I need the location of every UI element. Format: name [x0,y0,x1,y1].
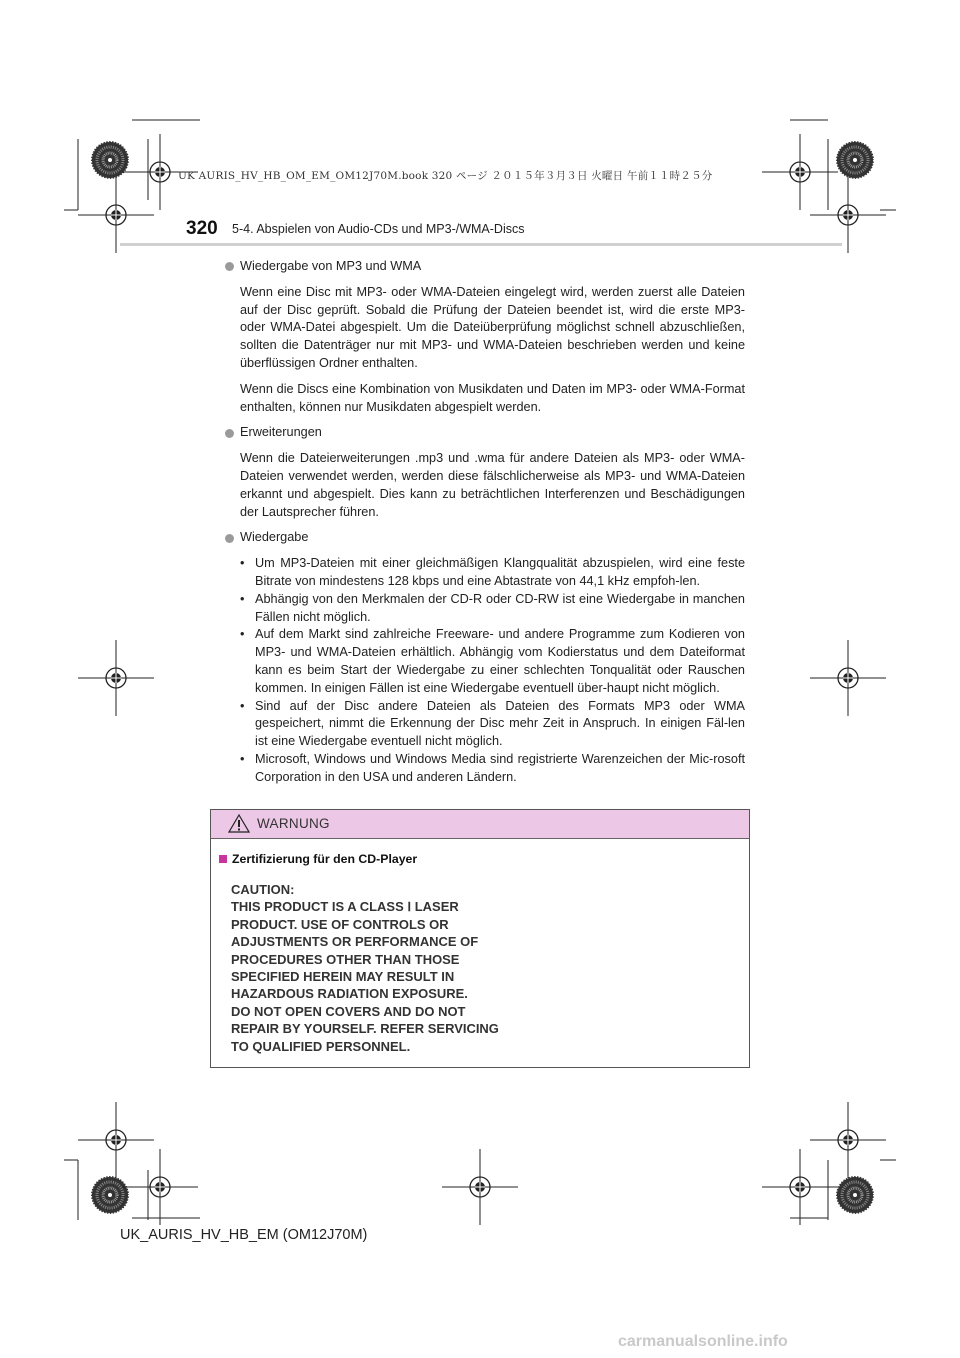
list-bullet: • [240,751,245,766]
caution-line: THIS PRODUCT IS A CLASS Ⅰ LASER [231,900,459,915]
list-bullet: • [240,591,245,606]
page-number: 320 [186,218,218,239]
watermark: carmanualsonline.info [618,1333,788,1350]
list-item-text: Um MP3-Dateien mit einer gleichmäßigen Klangqualität abzuspielen, wird eine feste Bitrate von mindestens 128 kbps und eine Abtastrate von 44,1 kHz empfoh-len. [255,556,745,588]
list-item-text: Sind auf der Disc andere Dateien als Dateien des Formats MP3 oder WMA gespeichert, nimmt die Erkennung der Disc mehr Zeit in Anspruch. In einigen Fäl-len ist eine Wiedergabe eventuell nicht möglich. [255,698,745,749]
warning-subheading-text: Zertifizierung für den CD-Player [232,852,418,866]
main-content [225,258,745,793]
list-item [240,591,745,627]
paragraph: Wenn die Discs eine Kombination von Musikdaten und Daten im MP3- oder WMA-Format enthalten, können nur Musikdaten abgespielt werden. [240,381,745,414]
list-item [240,751,745,787]
print-info: UK AURIS_HV_HB_OM_EM_OM12J70M.book 320 ページ ２０１５年３月３日 火曜日 午前１１時２５分 [178,170,713,182]
document-code: UK_AURIS_HV_HB_EM (OM12J70M) [120,1227,368,1243]
caution-label-image [231,882,499,1056]
warning-label: WARNUNG [257,816,330,831]
list-item-text: Abhängig von den Merkmalen der CD-R oder CD-RW ist eine Wiedergabe in manchen Fällen nicht möglich. [255,591,745,624]
list-item [240,555,745,591]
playback-list [240,555,745,786]
bullet-dot-icon [225,429,234,438]
caution-line: TO QUALIFIED PERSONNEL. [231,1039,411,1054]
list-item [240,698,745,751]
square-bullet-icon [219,855,227,863]
warning-triangle-icon [228,814,250,833]
caution-line: SPECIFIED HEREIN MAY RESULT IN [231,970,455,985]
section-heading-text: Wiedergabe von MP3 und WMA [240,259,422,273]
caution-line: ADJUSTMENTS OR PERFORMANCE OF [231,935,479,950]
section-heading-playback [225,529,745,547]
caution-line: PRODUCT. USE OF CONTROLS OR [231,917,449,932]
list-item-text: Microsoft, Windows und Windows Media sind registrierte Warenzeichen der Mic-rosoft Corporation in den USA und anderen Ländern. [255,751,745,784]
caution-line: DO NOT OPEN COVERS AND DO NOT [231,1004,466,1019]
warning-subheading [219,852,417,866]
section-heading-text: Erweiterungen [240,425,322,440]
header-rule [120,243,842,246]
list-bullet: • [240,698,245,713]
caution-line: PROCEDURES OTHER THAN THOSE [231,952,460,967]
paragraph: Wenn eine Disc mit MP3- oder WMA-Dateien eingelegt wird, werden zuerst alle Dateien auf der Disc geprüft. Sobald die Prüfung der Dateien beendet ist, wird die erste MP3- oder WMA-Datei abgespielt. Um die Dateiüberprüfung möglichst schnell abzuschließen, sollten die Datenträger nur mit MP3- und WMA-Dateien beschrieben werden und keine überflüssigen Ordner enthalten. [240,284,745,370]
section-title: 5-4. Abspielen von Audio-CDs und MP3-/WMA-Discs [232,222,525,236]
bullet-dot-icon [225,262,234,271]
list-bullet: • [240,556,245,571]
bullet-dot-icon [225,534,234,543]
section-heading-text: Wiedergabe [240,530,309,545]
caution-line: CAUTION: [231,883,295,897]
section-heading-extensions [225,424,745,442]
caution-line: REPAIR BY YOURSELF. REFER SERVICING [231,1022,499,1037]
warning-box [210,809,750,1068]
caution-line: HAZARDOUS RADIATION EXPOSURE. [231,987,468,1002]
list-item-text: Auf dem Markt sind zahlreiche Freeware- und andere Programme zum Kodieren von MP3- und WMA-Dateien erhältlich. Abhängig vom Kodierstatus und dem Dateiformat kann es beim Start der Wiedergabe zu einer schlechten Tonqualität oder Rauschen kommen. In einigen Fällen ist eine Wiedergabe eventuell über-haupt nicht möglich. [255,627,745,695]
warning-header [211,810,749,839]
list-item [240,626,745,697]
paragraph: Wenn die Dateierweiterungen .mp3 und .wma für andere Dateien als MP3- oder WMA-Dateien verwendet werden, werden diese fälschlicherweise als MP3- und WMA-Dateien erkannt und abgespielt. Dies kann zu beträchtlichen Interferenzen und Beschädigungen der Lautsprecher führen. [240,451,745,519]
section-heading-mp3-wma [225,258,745,276]
list-bullet: • [240,627,245,642]
